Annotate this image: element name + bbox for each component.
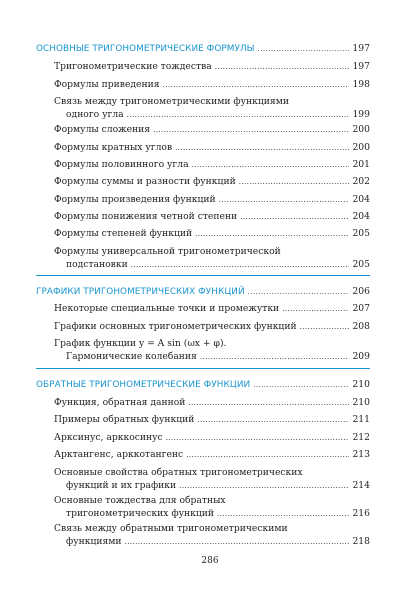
toc-entry[interactable] — [54, 494, 370, 520]
toc-entry[interactable] — [54, 448, 370, 461]
toc-entry-page-number: 197 — [352, 61, 370, 72]
dot-leader — [282, 302, 349, 316]
toc-entry-text: Гармонические колебания — [66, 351, 197, 362]
section-divider — [36, 368, 370, 369]
toc-entry-page-number: 199 — [352, 109, 370, 120]
toc-entry[interactable] — [54, 123, 370, 136]
toc-entry-page-number: 208 — [352, 321, 370, 332]
dot-leader — [253, 380, 349, 390]
dot-leader — [131, 258, 350, 272]
toc-entry-text: Связь между обратными тригонометрическими — [54, 523, 288, 534]
toc-entry-line — [54, 507, 370, 520]
dot-leader — [215, 60, 350, 74]
toc-entry-text: Формулы степеней функций — [54, 228, 193, 239]
section-title: ГРАФИКИ ТРИГОНОМЕТРИЧЕСКИХ ФУНКЦИЙ — [36, 287, 245, 297]
section-title: ОСНОВНЫЕ ТРИГОНОМЕТРИЧЕСКИЕ ФОРМУЛЫ — [36, 44, 255, 54]
toc-entry-line — [54, 535, 370, 548]
toc-entry-text: Функция, обратная данной — [54, 397, 186, 408]
toc-entry-line — [54, 210, 370, 223]
toc-entry-line — [54, 466, 370, 479]
toc-entry[interactable] — [54, 396, 370, 409]
toc-entry-line — [54, 123, 370, 136]
toc-entry-page-number: 200 — [352, 142, 370, 153]
section-title: ОБРАТНЫЕ ТРИГОНОМЕТРИЧЕСКИЕ ФУНКЦИИ — [36, 380, 251, 390]
toc-entry-line — [54, 108, 370, 121]
toc-entry-line — [54, 431, 370, 444]
dot-leader — [186, 448, 349, 462]
dot-leader — [239, 175, 350, 189]
toc-entry-line — [54, 337, 370, 350]
toc-entry-line — [54, 302, 370, 315]
toc-entry-page-number: 211 — [352, 414, 370, 425]
toc-entry-text: Формулы сложения — [54, 124, 151, 135]
dot-leader — [217, 507, 349, 521]
toc-entry-line — [54, 448, 370, 461]
toc-entry[interactable] — [54, 141, 370, 154]
toc-entry-line — [54, 193, 370, 206]
section-divider — [36, 275, 370, 276]
dot-leader — [179, 479, 349, 493]
toc-entry-page-number: 207 — [352, 303, 370, 314]
toc-entry[interactable] — [54, 158, 370, 171]
dot-leader — [166, 431, 350, 445]
toc-entry-text: Арксинус, арккосинус — [54, 432, 163, 443]
toc-entry-page-number: 200 — [352, 124, 370, 135]
dot-leader — [300, 320, 350, 334]
toc-entry[interactable] — [54, 522, 370, 548]
toc-entry-text: подстановки — [66, 259, 128, 270]
dot-leader — [125, 535, 350, 549]
toc-entry[interactable] — [54, 78, 370, 91]
section-page-number: 206 — [352, 286, 370, 297]
dot-leader — [248, 287, 350, 297]
toc-entry-page-number: 218 — [352, 536, 370, 547]
toc-entry-text: одного угла — [66, 109, 124, 120]
toc-entry[interactable] — [54, 95, 370, 121]
section-heading[interactable] — [36, 43, 370, 57]
dot-leader — [258, 44, 350, 54]
toc-entry-text: Связь между тригонометрическими функциями — [54, 96, 289, 107]
toc-entry[interactable] — [54, 193, 370, 206]
toc-entry-page-number: 210 — [352, 397, 370, 408]
dot-leader — [197, 413, 349, 427]
toc-entry-text: Формулы приведения — [54, 79, 160, 90]
toc-entry-line — [54, 396, 370, 409]
dot-leader — [175, 141, 349, 155]
dot-leader — [192, 158, 350, 172]
toc-entry-page-number: 204 — [352, 211, 370, 222]
page-number: 286 — [201, 556, 219, 566]
dot-leader — [195, 227, 349, 241]
toc-entry[interactable] — [54, 320, 370, 333]
toc-entry-line — [54, 158, 370, 171]
toc-entry-line — [54, 78, 370, 91]
toc-entry-text: Некоторые специальные точки и промежутки — [54, 303, 280, 314]
toc-entry-text: Арктангенс, арккотангенс — [54, 449, 184, 460]
toc-entry[interactable] — [54, 175, 370, 188]
toc-entry-text: тригонометрических функций — [66, 508, 215, 519]
toc-entry-text: Основные свойства обратных тригонометрических — [54, 467, 303, 478]
toc-entry-line — [54, 479, 370, 492]
section-heading[interactable] — [36, 286, 370, 300]
section-heading[interactable] — [36, 379, 370, 393]
toc-entry-page-number: 209 — [352, 351, 370, 362]
toc-entry-text: Формулы универсальной тригонометрической — [54, 246, 281, 257]
toc-entry[interactable] — [54, 431, 370, 444]
toc-entry-text: Формулы понижения четной степени — [54, 211, 238, 222]
dot-leader — [153, 123, 349, 137]
toc-entry-page-number: 198 — [352, 79, 370, 90]
toc-entry-text: Тригонометрические тождества — [54, 61, 212, 72]
toc-entry-page-number: 205 — [352, 228, 370, 239]
toc-entry[interactable] — [54, 466, 370, 492]
toc-entry-line — [54, 494, 370, 507]
toc-entry-line — [54, 350, 370, 363]
toc-entry-text: График функции y = A sin (ωx + φ). — [54, 338, 227, 349]
toc-entry[interactable] — [54, 60, 370, 73]
toc-entry-text: Формулы половинного угла — [54, 159, 189, 170]
toc-entry[interactable] — [54, 413, 370, 426]
toc-entry-text: Формулы суммы и разности функций — [54, 176, 236, 187]
toc-entry[interactable] — [54, 337, 370, 363]
toc-entry[interactable] — [54, 302, 370, 315]
toc-entry-page-number: 216 — [352, 508, 370, 519]
toc-entry-line — [54, 320, 370, 333]
toc-entry[interactable] — [54, 227, 370, 240]
toc-entry-page-number: 213 — [352, 449, 370, 460]
toc-entry-text: Формулы произведения функций — [54, 194, 216, 205]
dot-leader — [188, 396, 349, 410]
toc-entry-line — [54, 258, 370, 271]
toc-entry-page-number: 214 — [352, 480, 370, 491]
toc-entry-line — [54, 175, 370, 188]
dot-leader — [200, 350, 350, 364]
toc-entry-line — [54, 95, 370, 108]
toc-entry-page-number: 202 — [352, 176, 370, 187]
toc-entry-line — [54, 522, 370, 535]
toc-entry[interactable] — [54, 245, 370, 271]
toc-entry-line — [54, 141, 370, 154]
dot-leader — [163, 78, 350, 92]
toc-entry-text: функций и их графики — [66, 480, 177, 491]
section-page-number: 210 — [352, 379, 370, 390]
toc-entry[interactable] — [54, 210, 370, 223]
toc-entry-page-number: 204 — [352, 194, 370, 205]
toc-entry-text: функциями — [66, 536, 122, 547]
toc-entry-page-number: 201 — [352, 159, 370, 170]
toc-entry-page-number: 212 — [352, 432, 370, 443]
toc-entry-line — [54, 227, 370, 240]
toc-entry-line — [54, 413, 370, 426]
dot-leader — [240, 210, 349, 224]
section-page-number: 197 — [352, 43, 370, 54]
toc-entry-text: Формулы кратных углов — [54, 142, 173, 153]
dot-leader — [219, 193, 350, 207]
toc-entry-text: Примеры обратных функций — [54, 414, 195, 425]
dot-leader — [127, 108, 350, 122]
toc-entry-line — [54, 60, 370, 73]
toc-entry-page-number: 205 — [352, 259, 370, 270]
toc-entry-text: Основные тождества для обратных — [54, 495, 226, 506]
toc-entry-text: Графики основных тригонометрических функций — [54, 321, 297, 332]
toc-entry-line — [54, 245, 370, 258]
